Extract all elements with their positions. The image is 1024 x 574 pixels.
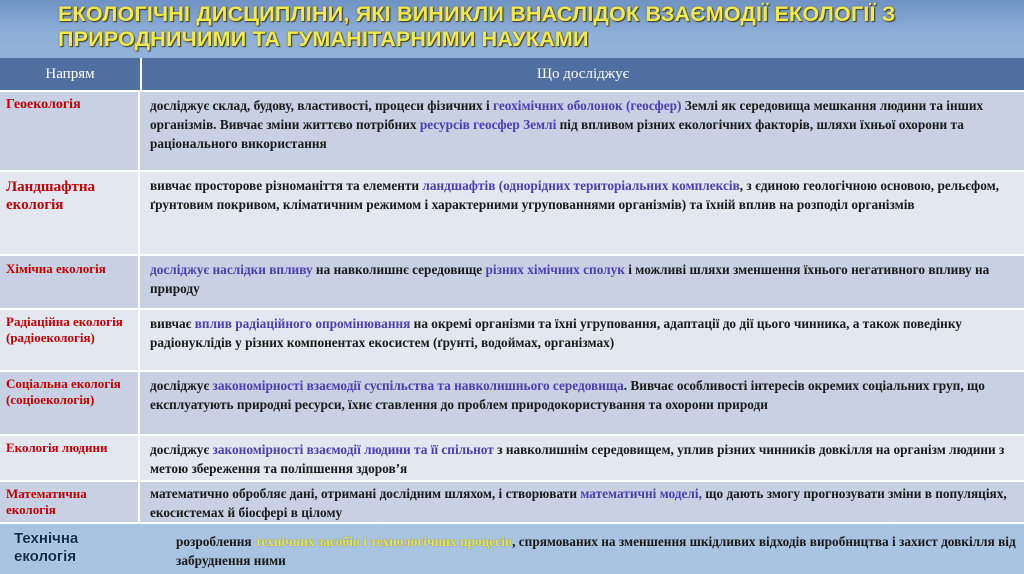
table-row: [0, 172, 1024, 256]
row-name: Соціальна екологія (соціоекологія): [0, 372, 140, 434]
row-name: Ландшафтна екологія: [0, 172, 140, 254]
row-name: Радіаційна екологія (радіоекологія): [0, 310, 140, 370]
row-name: Геоекологія: [0, 92, 140, 170]
row-name: Математична екологія: [0, 482, 140, 522]
table-row: [0, 310, 1024, 372]
row-description: досліджує закономірності взаємодії людини та її спільнот з навколишнім середовищем, уплив різних чинників довкілля на організм людини з метою збереження та поліпшення здоров’я: [150, 442, 1005, 476]
table-row: [0, 482, 1024, 524]
header-studies: Що досліджує: [536, 66, 630, 82]
table-row: [0, 436, 1024, 482]
table-header: [0, 58, 1024, 92]
table-row: [0, 372, 1024, 436]
row-name: Екологія людини: [0, 436, 140, 480]
row-description: досліджує закономірності взаємодії суспільства та навколишнього середовища. Вивчає особливості інтересів окремих соціальних груп, що експлуатують природні ресурси, їхнє ставлення до проблем природокористування та охорони природи: [150, 378, 985, 412]
row-description: досліджує наслідки впливу на навколишнє середовище різних хімічних сполук і можливі шляхи зменшення їхнього негативного впливу на природу: [150, 262, 990, 296]
table-row: [0, 92, 1024, 172]
bottom-name: Технічна екологія: [14, 530, 79, 565]
page-title: ЕКОЛОГІЧНІ ДИСЦИПЛІНИ, ЯКІ ВИНИКЛИ ВНАСЛІДОК ВЗАЄМОДІЇ ЕКОЛОГІЇ З ПРИРОДНИЧИМИ ТА ГУМАНІТАРНИМИ НАУКАМИ: [58, 2, 896, 51]
row-description: математично обробляє дані, отримані дослідним шляхом, і створювати математичні моделі, що дають змогу прогнозувати зміни в популяціях, екосистемах й біосфері в цілому: [150, 486, 1007, 520]
row-description: вивчає просторове різноманіття та елементи ландшафтів (однорідних територіальних комплексів, з єдиною геологічною основою, рельєфом, ґрунтовим покривом, кліматичним режимом і характерними угрупованнями організмів) та їхній вплив на розподіл організмів: [150, 178, 999, 212]
header-direction: Напрям: [0, 58, 142, 90]
row-description: досліджує склад, будову, властивості, процеси фізичних і геохімічних оболонок (геосфер) Землі як середовища мешкання людини та інших організмів. Вивчає зміни життєво потрібних ресурсів геосфер Землі під впливом різних екологічних факторів, шляхи їхньої охорони та раціонального використання: [150, 98, 984, 151]
row-name: Хімічна екологія: [0, 256, 140, 308]
table-row: [0, 256, 1024, 310]
bottom-description: розроблення технічних засобів і технологічних процесів, спрямованих на зменшення шкідливих відходів виробництва і захист довкілля від забруднення ними: [176, 534, 1016, 568]
row-description: вивчає вплив радіаційного опромінювання на окремі організми та їхні угруповання, адаптації до дії цього чинника, а також поведінку радіонуклідів у різних компонентах екосистем (ґрунті, водоймах, організмах): [150, 316, 962, 350]
